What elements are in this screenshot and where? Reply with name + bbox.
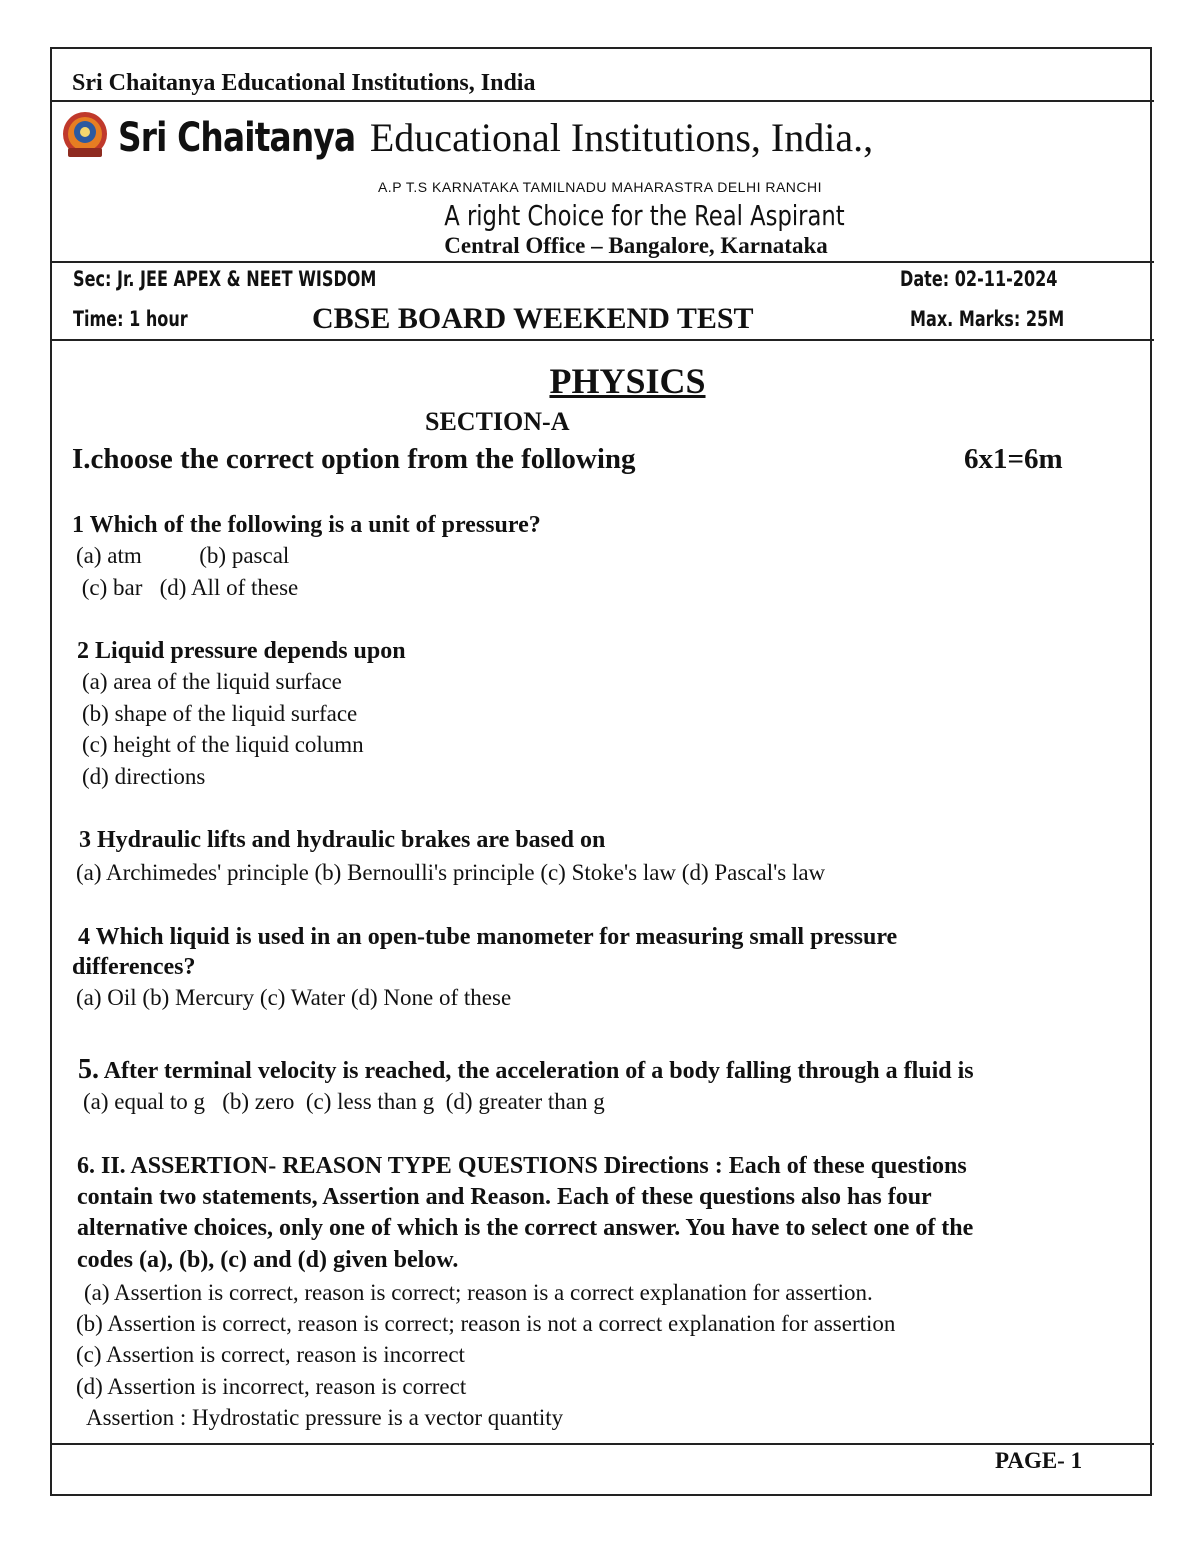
option-line: (a) area of the liquid surface [82, 669, 342, 694]
option-line: (c) height of the liquid column [82, 732, 364, 757]
option-line: (c) Assertion is correct, reason is incorrect [76, 1342, 465, 1367]
option-line: (b) shape of the liquid surface [82, 701, 358, 726]
option-line: (b) Assertion is correct, reason is correct; reason is not a correct explanation for assertion [76, 1311, 896, 1336]
question-text: 2 Liquid pressure depends upon [77, 638, 406, 664]
section-info: Sec: Jr. JEE APEX & NEET WISDOM [73, 267, 377, 291]
test-name: CBSE BOARD WEEKEND TEST [312, 302, 754, 335]
page-frame [50, 47, 1152, 1496]
test-duration: Time: 1 hour [73, 307, 188, 331]
question-text: differences? [72, 954, 196, 980]
question-text: codes (a), (b), (c) and (d) given below. [77, 1247, 459, 1273]
max-marks: Max. Marks: 25M [910, 307, 1065, 331]
divider [50, 1443, 1154, 1445]
question-text [78, 1054, 974, 1086]
assertion-text: Assertion : Hydrostatic pressure is a vector quantity [86, 1405, 564, 1430]
institution-top-line: Sri Chaitanya Educational Institutions, India [72, 70, 536, 96]
tagline: A right Choice for the Real Aspirant [443, 199, 845, 232]
institution-brand [118, 113, 873, 163]
question-text: contain two statements, Assertion and Reason. Each of these questions also has four [77, 1184, 932, 1210]
option-line: (d) Assertion is incorrect, reason is correct [76, 1374, 467, 1399]
divider [50, 100, 1154, 102]
divider [50, 339, 1154, 341]
states-list: A.P T.S KARNATAKA TAMILNADU MAHARASTRA DELHI RANCHI [377, 179, 823, 195]
option-line: (d) directions [82, 764, 206, 789]
central-office: Central Office – Bangalore, Karnataka [444, 233, 828, 258]
option-line: (a) atm (b) pascal [76, 543, 290, 568]
question-body: After terminal velocity is reached, the acceleration of a body falling through a fluid is [103, 1058, 974, 1084]
option-line: (a) Oil (b) Mercury (c) Water (d) None of these [76, 985, 512, 1010]
question-text: 3 Hydraulic lifts and hydraulic brakes are based on [79, 827, 606, 853]
test-date: Date: 02-11-2024 [900, 267, 1058, 291]
section-title: SECTION-A [425, 407, 570, 436]
divider [50, 261, 1154, 263]
option-line: (a) Archimedes' principle (b) Bernoulli's principle (c) Stoke's law (d) Pascal's law [76, 860, 826, 885]
subject-title: PHYSICS [549, 361, 706, 401]
institution-logo-icon [60, 110, 110, 160]
question-text: alternative choices, only one of which is the correct answer. You have to select one of the [77, 1215, 974, 1241]
section-marks: 6x1=6m [964, 443, 1063, 475]
question-text: 1 Which of the following is a unit of pressure? [72, 512, 541, 538]
option-line: (c) bar (d) All of these [76, 575, 299, 600]
question-text: 6. II. ASSERTION- REASON TYPE QUESTIONS Directions : Each of these questions [77, 1153, 967, 1179]
brand-name-rest: Educational Institutions, India., [369, 115, 874, 160]
instruction: I.choose the correct option from the following [72, 443, 636, 475]
option-line: (a) Assertion is correct, reason is correct; reason is a correct explanation for assertion. [84, 1280, 873, 1305]
page-number: PAGE- 1 [995, 1448, 1083, 1473]
option-line: (a) equal to g (b) zero (c) less than g (d) greater than g [83, 1089, 605, 1114]
question-number: 5. [78, 1054, 99, 1085]
question-text: 4 Which liquid is used in an open-tube manometer for measuring small pressure [78, 924, 898, 950]
brand-name-bold: Sri Chaitanya [118, 115, 356, 161]
